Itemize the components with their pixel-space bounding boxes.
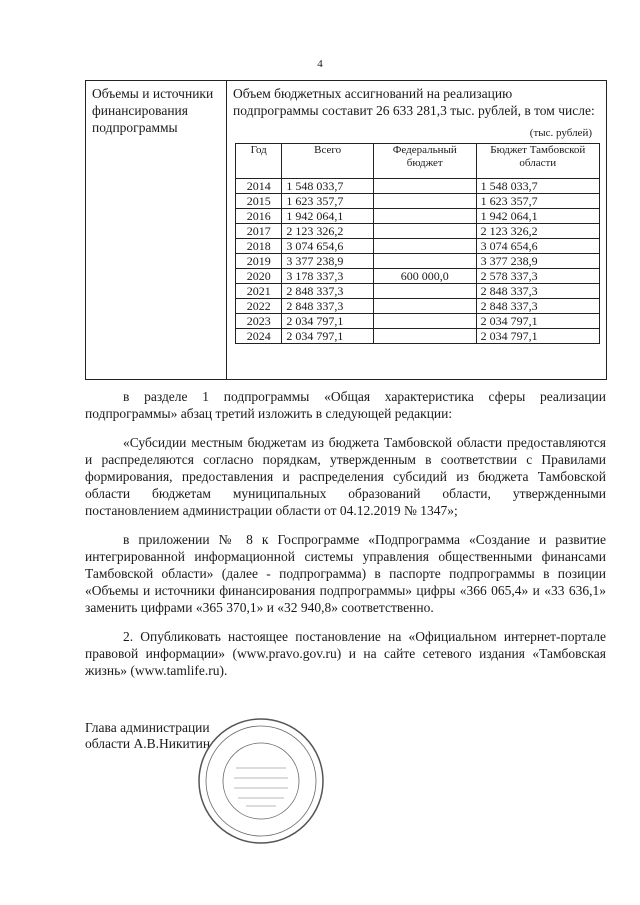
cell-year: 2014 — [236, 179, 282, 194]
page-number: 4 — [317, 58, 323, 70]
cell-total: 2 034 797,1 — [282, 329, 374, 344]
cell-regional: 2 034 797,1 — [476, 314, 599, 329]
cell-total: 2 848 337,3 — [282, 284, 374, 299]
signature-title: Глава администрации — [85, 720, 210, 735]
cell-federal: 600 000,0 — [373, 269, 476, 284]
cell-regional: 3 377 238,9 — [476, 254, 599, 269]
cell-regional: 2 848 337,3 — [476, 284, 599, 299]
table-row — [236, 269, 600, 284]
cell-total: 3 178 337,3 — [282, 269, 374, 284]
budget-table-header — [236, 144, 600, 179]
table-row — [236, 194, 600, 209]
cell-total: 2 123 326,2 — [282, 224, 374, 239]
cell-year: 2016 — [236, 209, 282, 224]
cell-total: 3 377 238,9 — [282, 254, 374, 269]
table-row — [236, 314, 600, 329]
cell-total: 1 623 357,7 — [282, 194, 374, 209]
header-year: Год — [236, 144, 282, 179]
table-row — [236, 239, 600, 254]
cell-total: 2 034 797,1 — [282, 314, 374, 329]
paragraph-4: 2. Опубликовать настоящее постановление на «Официальном интернет-портале правовой информации» (www.pravo.gov.ru) и на сайте сетевого издания «Тамбовская жизнь» (www.tamlife.ru). — [85, 629, 606, 678]
cell-year: 2020 — [236, 269, 282, 284]
cell-regional: 1 623 357,7 — [476, 194, 599, 209]
funding-label: Объемы и источники финансирования подпрограммы — [86, 81, 227, 379]
cell-total: 3 074 654,6 — [282, 239, 374, 254]
cell-regional: 1 548 033,7 — [476, 179, 599, 194]
cell-total: 1 942 064,1 — [282, 209, 374, 224]
cell-regional: 1 942 064,1 — [476, 209, 599, 224]
signature-name: области А.В.Никитин — [85, 736, 211, 751]
cell-federal — [373, 239, 476, 254]
cell-regional: 2 034 797,1 — [476, 329, 599, 344]
cell-total: 1 548 033,7 — [282, 179, 374, 194]
paragraph-1: в разделе 1 подпрограммы «Общая характеристика сферы реализации подпрограммы» абзац третий изложить в следующей редакции: — [85, 389, 606, 421]
table-row — [236, 284, 600, 299]
cell-year: 2022 — [236, 299, 282, 314]
funding-table — [85, 80, 607, 380]
cell-regional: 2 848 337,3 — [476, 299, 599, 314]
cell-regional: 2 123 326,2 — [476, 224, 599, 239]
header-regional: Бюджет Тамбовской области — [476, 144, 599, 179]
cell-federal — [373, 314, 476, 329]
table-row — [236, 224, 600, 239]
cell-federal — [373, 194, 476, 209]
cell-year: 2015 — [236, 194, 282, 209]
budget-table — [235, 143, 600, 344]
cell-year: 2019 — [236, 254, 282, 269]
cell-year: 2018 — [236, 239, 282, 254]
cell-federal — [373, 179, 476, 194]
official-seal-icon — [196, 716, 326, 846]
paragraph-2: «Субсидии местным бюджетам из бюджета Тамбовской области предоставляются и распределяются согласно порядкам, утвержденным в соответствии с Правилами формирования, предоставления и распределения субсидий из бюджета Тамбовской области бюджетам муниципальных образований области, утвержденными постановлением администрации области от 04.12.2019 № 1347»; — [85, 435, 606, 518]
budget-table-body — [236, 179, 600, 344]
table-row — [236, 179, 600, 194]
cell-federal — [373, 209, 476, 224]
cell-year: 2023 — [236, 314, 282, 329]
signature-block — [85, 720, 210, 752]
cell-federal — [373, 224, 476, 239]
table-row — [236, 254, 600, 269]
cell-year: 2024 — [236, 329, 282, 344]
header-federal: Федеральный бюджет — [373, 144, 476, 179]
cell-federal — [373, 284, 476, 299]
header-total: Всего — [282, 144, 374, 179]
table-row — [236, 209, 600, 224]
cell-year: 2021 — [236, 284, 282, 299]
units-label: (тыс. рублей) — [529, 127, 592, 139]
paragraph-3: в приложении № 8 к Госпрограмме «Подпрограмма «Создание и развитие интегрированной информационной системы управления общественными финансами Тамбовской области» (далее - подпрограмма) в паспорте подпрограммы в позиции «Объемы и источники финансирования подпрограммы» цифры «366 065,4» и «33 636,1» заменить цифрами «365 370,1» и «32 940,8» соответственно. — [85, 532, 606, 615]
cell-total: 2 848 337,3 — [282, 299, 374, 314]
cell-federal — [373, 299, 476, 314]
funding-intro: Объем бюджетных ассигнований на реализацию подпрограммы составит 26 633 281,3 тыс. рублей, в том числе: — [233, 86, 595, 118]
cell-year: 2017 — [236, 224, 282, 239]
cell-federal — [373, 254, 476, 269]
table-row — [236, 299, 600, 314]
body-text — [85, 388, 606, 691]
cell-federal — [373, 329, 476, 344]
funding-content — [227, 81, 606, 379]
table-row — [236, 329, 600, 344]
cell-regional: 3 074 654,6 — [476, 239, 599, 254]
cell-regional: 2 578 337,3 — [476, 269, 599, 284]
